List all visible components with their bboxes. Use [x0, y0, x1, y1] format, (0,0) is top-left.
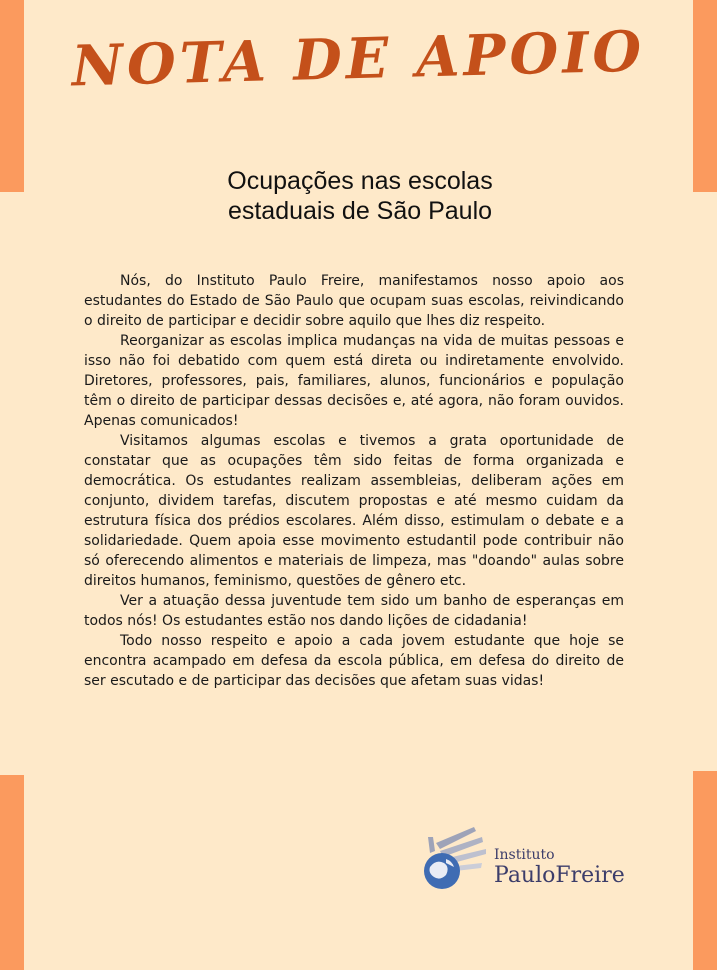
- hand-globe-icon: [416, 823, 494, 893]
- paragraph: Reorganizar as escolas implica mudanças na vida de muitas pessoas e isso não foi debatido com quem está direta ou indiretamente envolvido. Diretores, professores, pais, familiares, alunos, funcionários e população têm o direito de participar dessas decisões e, até agora, não foram ouvidos. Apenas comunicados!: [84, 333, 624, 429]
- subtitle: [140, 166, 580, 226]
- body-text: [84, 271, 624, 691]
- subtitle-line-1: Ocupações nas escolas: [227, 167, 493, 195]
- subtitle-line-2: estaduais de São Paulo: [227, 197, 493, 225]
- logo-line-2: PauloFreire: [494, 863, 625, 888]
- paragraph: Ver a atuação dessa juventude tem sido um banho de esperanças em todos nós! Os estudantes estão nos dando lições de cidadania!: [84, 593, 624, 629]
- decorative-bar-bottom-left: [0, 775, 24, 970]
- paragraph: Nós, do Instituto Paulo Freire, manifestamos nosso apoio aos estudantes do Estado de São Paulo que ocupam suas escolas, reivindicando o direito de participar e decidir sobre aquilo que lhes diz respeito.: [84, 273, 624, 329]
- headline: NOTA DE APOIO: [70, 18, 647, 100]
- paragraph: Visitamos algumas escolas e tivemos a grata oportunidade de constatar que as ocupações têm sido feitas de forma organizada e democrática. Os estudantes realizam assembleias, deliberam ações em conjunto, dividem tarefas, discutem propostas e até mesmo cuidam da estrutura física dos prédios escolares. Além disso, estimulam o debate e a solidariedade. Quem apoia esse movimento estudantil pode contribuir não só oferecendo alimentos e materiais de limpeza, mas "doando" aulas sobre direitos humanos, feminismo, questões de gênero etc.: [84, 433, 624, 589]
- logo-line-1: Instituto: [494, 847, 555, 863]
- decorative-bar-bottom-right: [693, 771, 717, 970]
- paragraph: Todo nosso respeito e apoio a cada jovem estudante que hoje se encontra acampado em defesa da escola pública, em defesa do direito de ser escutado e de participar das decisões que afetam suas vidas!: [84, 633, 624, 689]
- instituto-paulo-freire-logo: [416, 823, 646, 895]
